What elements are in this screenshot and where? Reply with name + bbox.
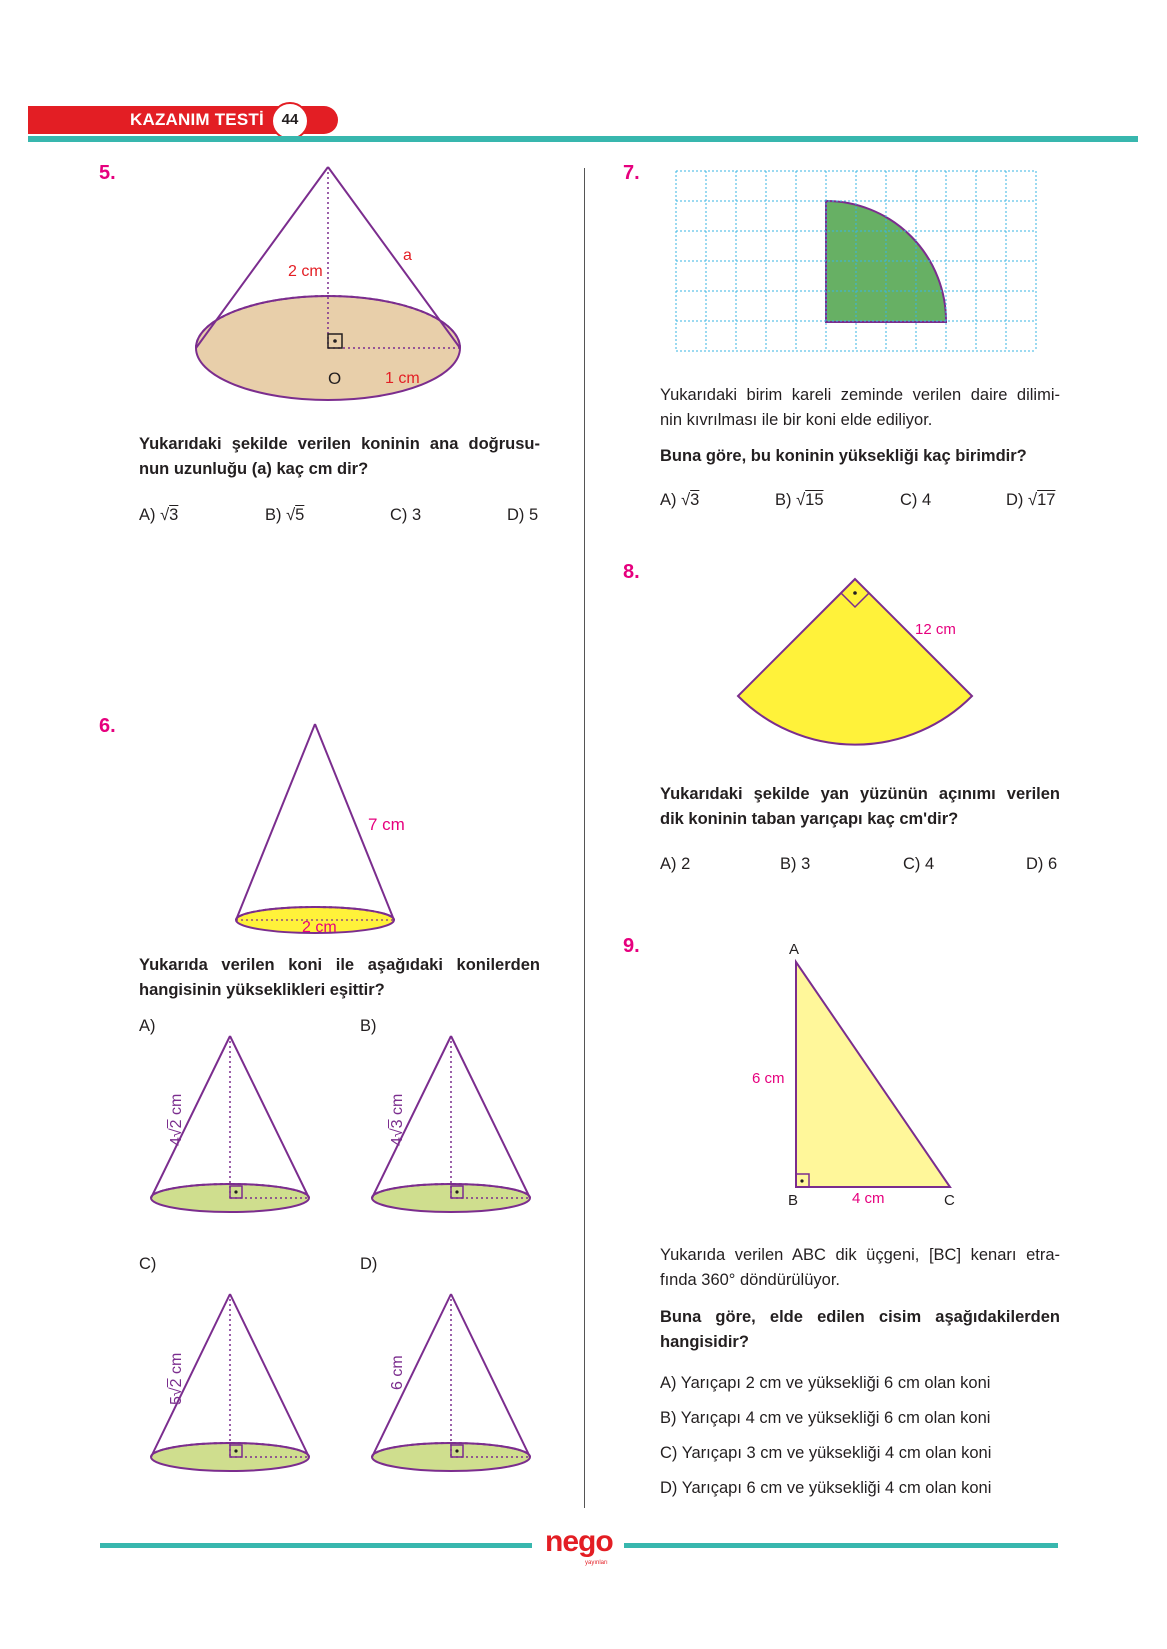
q9-question-line2: hangisidir? xyxy=(660,1333,749,1351)
q6-option-c-letter[interactable]: C) xyxy=(139,1255,157,1273)
q9-triangle-figure xyxy=(796,962,950,1187)
q6-option-a-height-label xyxy=(168,1046,186,1146)
q6-question-line1: Yukarıda verilen koni ile aşağıdaki konilerden xyxy=(139,956,540,974)
q9-vertex-b: B xyxy=(788,1192,799,1209)
q9-option-a[interactable]: A) Yarıçapı 2 cm ve yüksekliği 6 cm olan koni xyxy=(660,1374,991,1392)
q5-cone-figure xyxy=(196,167,460,400)
option-value: 4 xyxy=(925,855,935,873)
q9-bc-label: 4 cm xyxy=(852,1190,885,1207)
q6-option-d-height-label xyxy=(389,1290,407,1390)
unit: cm xyxy=(389,1355,406,1377)
option-letter: A) xyxy=(139,506,156,524)
coef: 5 xyxy=(168,1396,185,1405)
q5-question-line1: Yukarıdaki şekilde verilen koninin ana doğrusu- xyxy=(139,435,540,453)
publisher-logo: nego xyxy=(545,1525,613,1558)
q7-option-d[interactable] xyxy=(1006,491,1055,510)
q8-option-d[interactable] xyxy=(1026,855,1057,874)
q5-option-d[interactable] xyxy=(507,506,538,525)
option-value: 3 xyxy=(412,506,422,524)
sqrt-icon: √ xyxy=(286,506,296,524)
sqrt-icon: √ xyxy=(160,506,170,524)
q7-text-line2: nin kıvrılması ile bir koni elde ediliyor. xyxy=(660,411,933,429)
q9-option-d[interactable]: D) Yarıçapı 6 cm ve yüksekliği 4 cm olan koni xyxy=(660,1479,992,1497)
option-letter: C) xyxy=(900,491,918,509)
q5-center-label: O xyxy=(328,369,342,388)
q5-option-a[interactable] xyxy=(139,506,178,525)
q8-sector-figure xyxy=(738,579,972,745)
radicand: 3 xyxy=(389,1119,406,1129)
q7-option-b[interactable] xyxy=(775,491,824,510)
sqrt-icon: √ xyxy=(168,1128,185,1138)
option-letter: B) xyxy=(775,491,792,509)
sqrt-icon: √ xyxy=(681,491,691,509)
q5-radius-label: 1 cm xyxy=(385,370,420,387)
option-letter: C) xyxy=(390,506,408,524)
q6-option-d-letter[interactable]: D) xyxy=(360,1255,378,1273)
radicand: 2 xyxy=(168,1378,185,1388)
q8-question-line2: dik koninin taban yarıçapı kaç cm'dir? xyxy=(660,810,959,828)
q6-option-a-letter[interactable]: A) xyxy=(139,1017,156,1035)
q5-question-line2: nun uzunluğu (a) kaç cm dir? xyxy=(139,460,369,478)
option-value: 3 xyxy=(169,506,179,524)
q5-height-label: 2 cm xyxy=(288,263,323,280)
option-letter: B) xyxy=(780,855,797,873)
coef: 4 xyxy=(389,1137,406,1146)
q5-number: 5. xyxy=(99,162,116,184)
option-letter: D) xyxy=(507,506,525,524)
coef: 6 xyxy=(389,1381,406,1390)
coef: 4 xyxy=(168,1137,185,1146)
radicand: 2 xyxy=(168,1119,185,1129)
q9-question-line1: Buna göre, elde edilen cisim aşağıdakilerden xyxy=(660,1308,1060,1326)
q6-question-line2: hangisinin yükseklikleri eşittir? xyxy=(139,981,385,999)
q9-text-line2: fında 360° döndürülüyor. xyxy=(660,1271,840,1289)
option-value: 6 xyxy=(1048,855,1058,873)
q9-option-c[interactable]: C) Yarıçapı 3 cm ve yüksekliği 4 cm olan koni xyxy=(660,1444,992,1462)
unit: cm xyxy=(168,1093,185,1115)
q7-number: 7. xyxy=(623,162,640,184)
q7-text-line1: Yukarıdaki birim kareli zeminde verilen daire dilimi- xyxy=(660,386,1060,404)
q6-option-b-letter[interactable]: B) xyxy=(360,1017,377,1035)
q6-slant-label: 7 cm xyxy=(368,815,405,834)
page-number: 44 xyxy=(281,111,299,128)
sqrt-icon: √ xyxy=(796,491,806,509)
q9-vertex-a: A xyxy=(789,941,800,958)
unit: cm xyxy=(168,1352,185,1374)
option-letter: A) xyxy=(660,855,677,873)
sqrt-icon: √ xyxy=(168,1387,185,1397)
unit: cm xyxy=(389,1093,406,1115)
option-letter: C) xyxy=(903,855,921,873)
option-letter: D) xyxy=(1006,491,1024,509)
q8-option-a[interactable] xyxy=(660,855,690,874)
option-value: 17 xyxy=(1037,491,1056,509)
footer-line-right xyxy=(624,1543,1058,1548)
q7-question: Buna göre, bu koninin yüksekliği kaç birimdir? xyxy=(660,447,1027,465)
q9-option-b[interactable]: B) Yarıçapı 4 cm ve yüksekliği 6 cm olan koni xyxy=(660,1409,991,1427)
q6-option-b-height-label xyxy=(389,1046,407,1146)
publisher-logo-sub: yayınları xyxy=(585,1560,608,1566)
q5-option-b[interactable] xyxy=(265,506,304,525)
q9-text-line1: Yukarıda verilen ABC dik üçgeni, [BC] kenarı etra- xyxy=(660,1246,1060,1264)
q6-number: 6. xyxy=(99,715,116,737)
option-letter: D) xyxy=(1026,855,1044,873)
option-value: 3 xyxy=(690,491,700,509)
option-value: 5 xyxy=(529,506,539,524)
option-value: 2 xyxy=(681,855,691,873)
q7-grid-figure xyxy=(676,171,1036,351)
q9-ab-label: 6 cm xyxy=(752,1070,785,1087)
option-value: 5 xyxy=(295,506,305,524)
q8-question-line1: Yukarıdaki şekilde yan yüzünün açınımı verilen xyxy=(660,785,1060,803)
q5-option-c[interactable] xyxy=(390,506,421,525)
q6-option-c-height-label xyxy=(168,1305,186,1405)
q8-option-c[interactable] xyxy=(903,855,934,874)
option-letter: A) xyxy=(660,491,677,509)
q8-option-b[interactable] xyxy=(780,855,810,874)
q9-vertex-c: C xyxy=(944,1192,955,1209)
option-value: 15 xyxy=(805,491,824,509)
header-title: KAZANIM TESTİ xyxy=(130,110,264,129)
option-value: 4 xyxy=(922,491,932,509)
q9-number: 9. xyxy=(623,935,640,957)
q8-number: 8. xyxy=(623,561,640,583)
q8-radius-label: 12 cm xyxy=(915,621,956,638)
q7-option-a[interactable] xyxy=(660,491,699,510)
sqrt-icon: √ xyxy=(389,1128,406,1138)
q7-option-c[interactable] xyxy=(900,491,931,510)
option-letter: B) xyxy=(265,506,282,524)
q6-diameter-label: 2 cm xyxy=(302,919,337,936)
option-value: 3 xyxy=(801,855,811,873)
q5-slant-label: a xyxy=(403,247,412,264)
footer-line-left xyxy=(100,1543,532,1548)
sqrt-icon: √ xyxy=(1028,491,1038,509)
